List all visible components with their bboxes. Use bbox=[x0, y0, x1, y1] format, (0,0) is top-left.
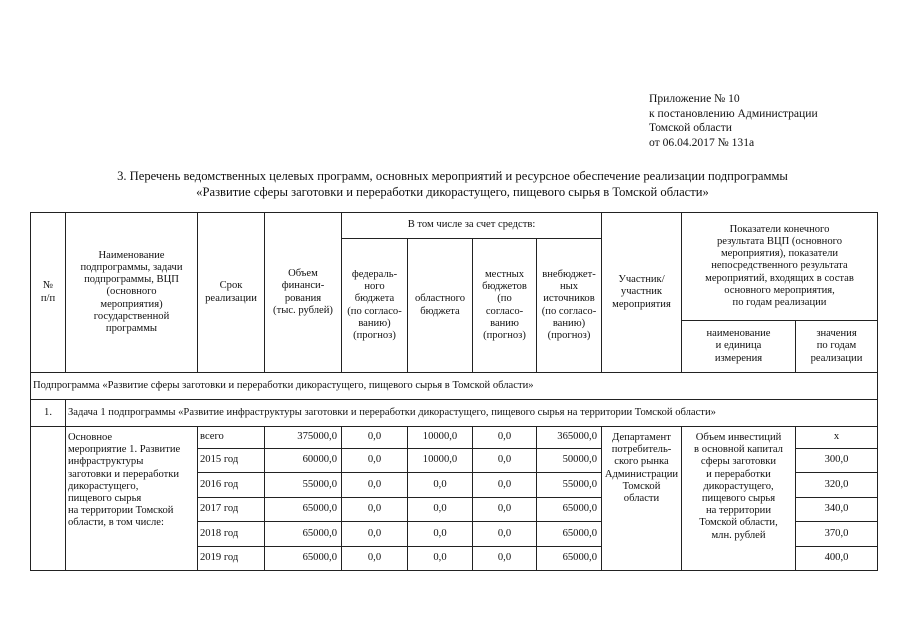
volume-cell: 65000,0 bbox=[265, 522, 342, 547]
indicator-value-cell: 340,0 bbox=[796, 498, 878, 522]
period-cell: 2017 год bbox=[198, 498, 265, 522]
regional-cell: 0,0 bbox=[408, 473, 473, 498]
appendix-line: Приложение № 10 bbox=[649, 92, 740, 105]
offbudget-cell: 365000,0 bbox=[537, 427, 602, 449]
header-participant: Участник/ участник мероприятия bbox=[602, 213, 682, 373]
period-cell: 2019 год bbox=[198, 547, 265, 571]
appendix-line: к постановлению Администрации bbox=[649, 106, 818, 120]
offbudget-cell: 50000,0 bbox=[537, 449, 602, 473]
regional-cell: 0,0 bbox=[408, 522, 473, 547]
period-cell: 2018 год bbox=[198, 522, 265, 547]
task-row: Задача 1 подпрограммы «Развитие инфраструктуры заготовки и переработки дикорастущего, пищевого сырья на территории Томской области» bbox=[66, 400, 878, 427]
program-table bbox=[30, 212, 878, 571]
header-indicator-values: значения по годам реализации bbox=[796, 321, 878, 373]
volume-cell: 55000,0 bbox=[265, 473, 342, 498]
regional-cell: 10000,0 bbox=[408, 449, 473, 473]
activity-num bbox=[31, 427, 66, 571]
federal-cell: 0,0 bbox=[342, 473, 408, 498]
federal-cell: 0,0 bbox=[342, 449, 408, 473]
volume-cell: 375000,0 bbox=[265, 427, 342, 449]
appendix-line: от 06.04.2017 № 131а bbox=[649, 135, 755, 149]
offbudget-cell: 55000,0 bbox=[537, 473, 602, 498]
federal-cell: 0,0 bbox=[342, 522, 408, 547]
header-num: № п/п bbox=[31, 213, 66, 373]
regional-cell: 0,0 bbox=[408, 547, 473, 571]
period-cell: 2016 год bbox=[198, 473, 265, 498]
federal-cell: 0,0 bbox=[342, 427, 408, 449]
period-cell: 2015 год bbox=[198, 449, 265, 473]
header-name: Наименование подпрограммы, задачи подпрограммы, ВЦП (основного мероприятия) государственной программы bbox=[66, 213, 198, 373]
offbudget-cell: 65000,0 bbox=[537, 522, 602, 547]
local-cell: 0,0 bbox=[473, 449, 537, 473]
regional-cell: 0,0 bbox=[408, 498, 473, 522]
header-regional: областного бюджета bbox=[408, 239, 473, 373]
volume-cell: 65000,0 bbox=[265, 498, 342, 522]
participant-cell: Департамент потребитель- ского рынка Администрации Томской области bbox=[602, 427, 682, 571]
appendix-block bbox=[649, 92, 818, 150]
header-offbudget: внебюджет- ных источников (по согласо- ванию) (прогноз) bbox=[537, 239, 602, 373]
task-num: 1. bbox=[31, 400, 66, 427]
heading-line: «Развитие сферы заготовки и переработки дикорастущего, пищевого сырья в Томской области» bbox=[196, 185, 709, 199]
local-cell: 0,0 bbox=[473, 473, 537, 498]
offbudget-cell: 65000,0 bbox=[537, 498, 602, 522]
indicator-value-cell: 320,0 bbox=[796, 473, 878, 498]
federal-cell: 0,0 bbox=[342, 498, 408, 522]
regional-cell: 10000,0 bbox=[408, 427, 473, 449]
header-federal: федераль- ного бюджета (по согласо- ванию) (прогноз) bbox=[342, 239, 408, 373]
volume-cell: 60000,0 bbox=[265, 449, 342, 473]
federal-cell: 0,0 bbox=[342, 547, 408, 571]
header-sources-group: В том числе за счет средств: bbox=[342, 213, 602, 239]
local-cell: 0,0 bbox=[473, 522, 537, 547]
indicator-value-cell: 300,0 bbox=[796, 449, 878, 473]
local-cell: 0,0 bbox=[473, 427, 537, 449]
activity-name: Основное мероприятие 1. Развитие инфраструктуры заготовки и переработки дикорастущего, пищевого сырья на территории Томской области, в том числе: bbox=[66, 427, 198, 571]
indicator-value-cell: 400,0 bbox=[796, 547, 878, 571]
local-cell: 0,0 bbox=[473, 498, 537, 522]
period-cell: всего bbox=[198, 427, 265, 449]
indicator-value-cell: х bbox=[796, 427, 878, 449]
local-cell: 0,0 bbox=[473, 547, 537, 571]
header-indicator-name: наименование и единица измерения bbox=[682, 321, 796, 373]
indicator-value-cell: 370,0 bbox=[796, 522, 878, 547]
table-row bbox=[31, 427, 878, 449]
header-local: местных бюджетов (по согласо- ванию (прогноз) bbox=[473, 239, 537, 373]
volume-cell: 65000,0 bbox=[265, 547, 342, 571]
subprogram-row: Подпрограмма «Развитие сферы заготовки и переработки дикорастущего, пищевого сырья в Томской области» bbox=[31, 373, 878, 400]
header-period: Срок реализации bbox=[198, 213, 265, 373]
offbudget-cell: 65000,0 bbox=[537, 547, 602, 571]
document-heading bbox=[0, 168, 905, 200]
appendix-line: Томской области bbox=[649, 121, 732, 135]
indicator-name-cell: Объем инвестиций в основной капитал сферы заготовки и переработки дикорастущего, пищевого сырья на территории Томской области, млн. рублей bbox=[682, 427, 796, 571]
header-indicators-group: Показатели конечного результата ВЦП (основного мероприятия), показатели непосредственного результата мероприятий, входящих в состав основного мероприятия, по годам реализации bbox=[682, 213, 878, 321]
header-volume: Объем финанси- рования (тыс. рублей) bbox=[265, 213, 342, 373]
heading-line: 3. Перечень ведомственных целевых программ, основных мероприятий и ресурсное обеспечение реализации подпрограммы bbox=[117, 169, 788, 183]
